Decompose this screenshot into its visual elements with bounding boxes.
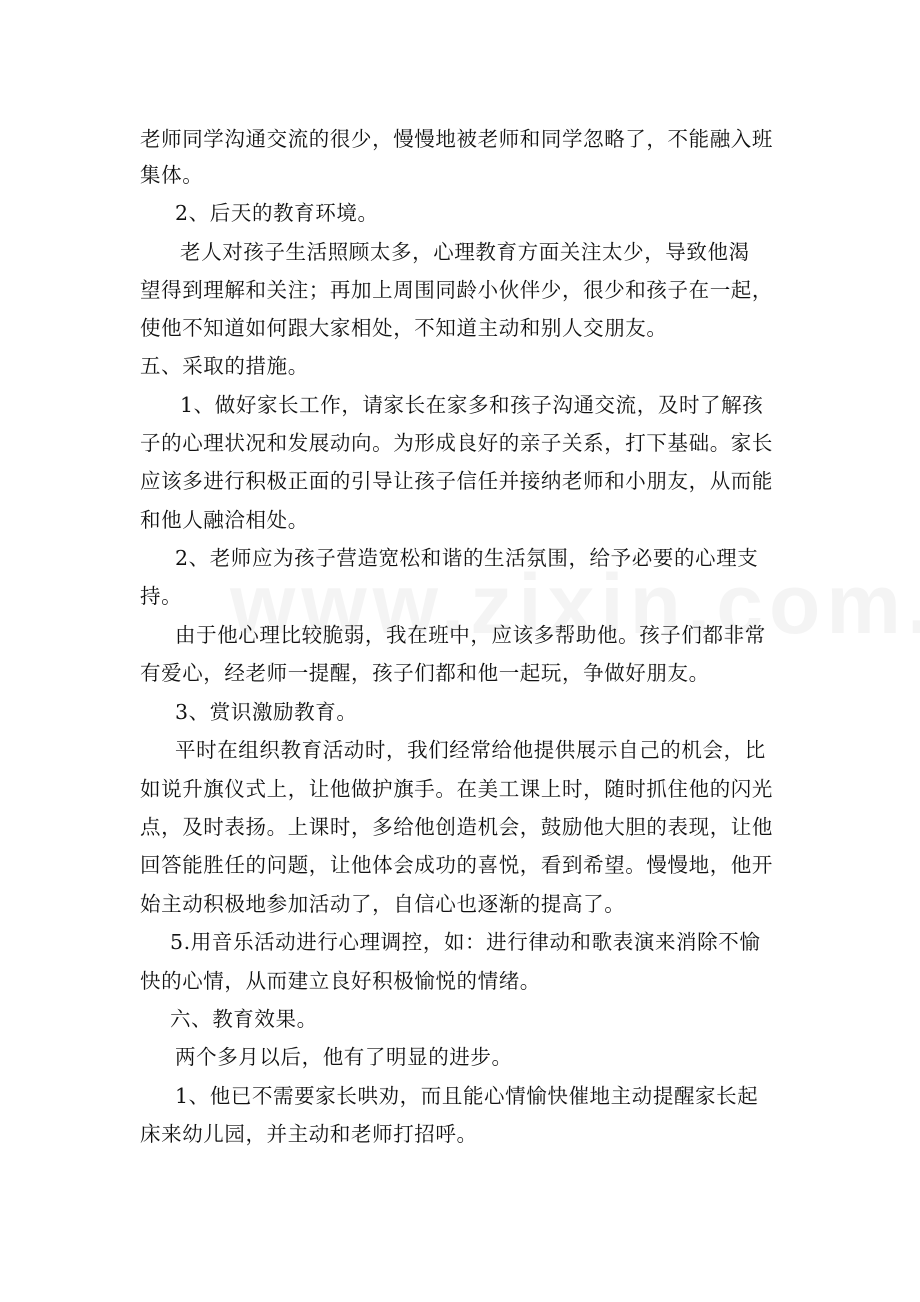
text-line: 回答能胜任的问题，让他体会成功的喜悦，看到希望。慢慢地，他开 <box>140 853 773 877</box>
text-line: 2、老师应为孩子营造宽松和谐的生活氛围，给予必要的心理支 <box>175 546 759 570</box>
text-line: 1、他已不需要家长哄劝，而且能心情愉快催地主动提醒家长起 <box>175 1084 759 1108</box>
text-line: 点，及时表扬。上课时，多给他创造机会，鼓励他大胆的表现，让他 <box>140 815 773 839</box>
text-line: 始主动积极地参加活动了，自信心也逐渐的提高了。 <box>140 892 626 916</box>
section-heading: 2、后天的教育环境。 <box>175 201 379 225</box>
text-line: 1、做好家长工作，请家长在家多和孩子沟通交流，及时了解孩 <box>180 393 764 417</box>
text-line: 床来幼儿园，并主动和老师打招呼。 <box>140 1122 478 1146</box>
text-line: 平时在组织教育活动时，我们经常给他提供展示自己的机会，比 <box>175 738 766 762</box>
text-line: 两个多月以后，他有了明显的进步。 <box>175 1045 513 1069</box>
text-line: 使他不知道如何跟大家相处，不知道主动和别人交朋友。 <box>140 316 668 340</box>
text-line: 快的心情，从而建立良好积极愉悦的情绪。 <box>140 969 541 993</box>
section-heading: 3、赏识激励教育。 <box>175 700 358 724</box>
text-line: 子的心理状况和发展动向。为形成良好的亲子关系，打下基础。家长 <box>140 431 773 455</box>
text-line: 老师同学沟通交流的很少，慢慢地被老师和同学忽略了，不能融入班 <box>140 127 773 151</box>
section-heading: 五、采取的措施。 <box>140 354 309 378</box>
text-line: 和他人融洽相处。 <box>140 508 309 532</box>
text-line: 集体。 <box>140 163 204 187</box>
text-line: 老人对孩子生活照顾太多，心理教育方面关注太少，导致他渴 <box>180 240 750 264</box>
text-line: 由于他心理比较脆弱，我在班中，应该多帮助他。孩子们都非常 <box>175 623 766 647</box>
text-line: 应该多进行积极正面的引导让孩子信任并接纳老师和小朋友，从而能 <box>140 469 773 493</box>
text-line: 望得到理解和关注；再加上周围同龄小伙伴少，很少和孩子在一起， <box>140 278 773 302</box>
text-line: 有爱心，经老师一提醒，孩子们都和他一起玩，争做好朋友。 <box>140 661 710 685</box>
text-line: 持。 <box>140 584 183 608</box>
text-line: 5.用音乐活动进行心理调控，如：进行律动和歌表演来消除不愉 <box>170 930 761 954</box>
text-line: 如说升旗仪式上，让他做护旗手。在美工课上时，随时抓住他的闪光 <box>140 777 773 801</box>
section-heading: 六、教育效果。 <box>170 1007 318 1031</box>
